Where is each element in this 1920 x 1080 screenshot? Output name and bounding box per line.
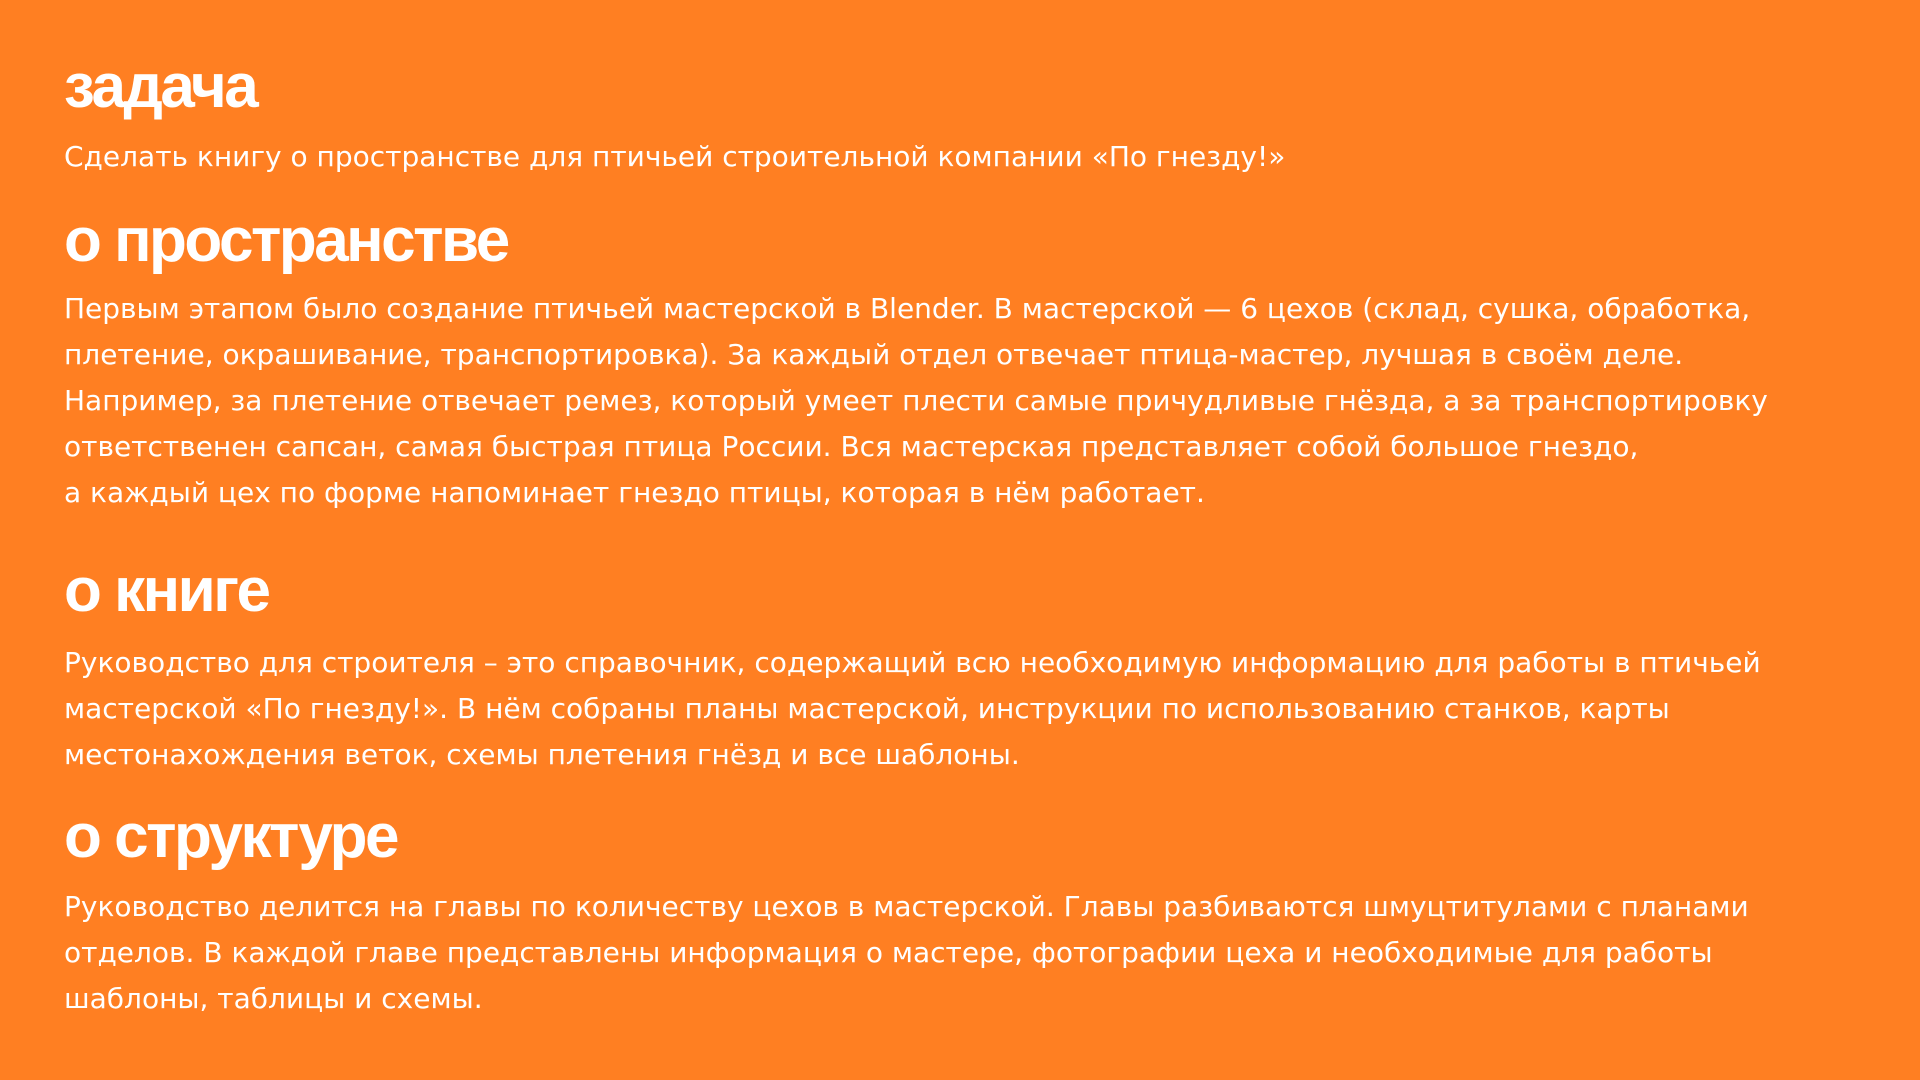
paragraph-line: шаблоны, таблицы и схемы.	[64, 982, 483, 1015]
paragraph-line: отделов. В каждой главе представлены информация о мастере, фотографии цеха и необходимые для работы	[64, 936, 1713, 969]
paragraph-line: Руководство для строителя – это справочник, содержащий всю необходимую информацию для работы в птичьей	[64, 646, 1761, 679]
paragraph-space	[64, 286, 1864, 516]
paragraph-line: Руководство делится на главы по количеству цехов в мастерской. Главы разбиваются шмуцтитулами с планами	[64, 890, 1749, 923]
heading-book: о книге	[64, 556, 269, 625]
heading-space: о пространстве	[64, 206, 508, 275]
paragraph-line: мастерской «По гнезду!». В нём собраны планы мастерской, инструкции по использованию станков, карты	[64, 692, 1670, 725]
paragraph-line: Сделать книгу о пространстве для птичьей строительной компании «По гнезду!»	[64, 140, 1286, 173]
paragraph-line: Первым этапом было создание птичьей мастерской в Blender. В мастерской — 6 цехов (склад, сушка, обработка,	[64, 292, 1751, 325]
section-task	[64, 52, 1864, 180]
section-space	[64, 206, 1864, 516]
paragraph-line: плетение, окрашивание, транспортировка). За каждый отдел отвечает птица-мастер, лучшая в своём деле.	[64, 338, 1684, 371]
heading-task: задача	[64, 52, 257, 121]
paragraph-line: а каждый цех по форме напоминает гнездо птицы, которая в нём работает.	[64, 476, 1205, 509]
heading-structure: о структуре	[64, 802, 397, 871]
paragraph-task	[64, 134, 1864, 180]
section-structure	[64, 802, 1864, 1022]
paragraph-line: Например, за плетение отвечает ремез, который умеет плести самые причудливые гнёзда, а за транспортировку	[64, 384, 1768, 417]
slide	[64, 0, 1864, 1080]
paragraph-structure	[64, 884, 1864, 1022]
paragraph-line: ответственен сапсан, самая быстрая птица России. Вся мастерская представляет собой большое гнездо,	[64, 430, 1639, 463]
paragraph-line: местонахождения веток, схемы плетения гнёзд и все шаблоны.	[64, 738, 1020, 771]
section-book	[64, 556, 1864, 778]
paragraph-book	[64, 640, 1864, 778]
